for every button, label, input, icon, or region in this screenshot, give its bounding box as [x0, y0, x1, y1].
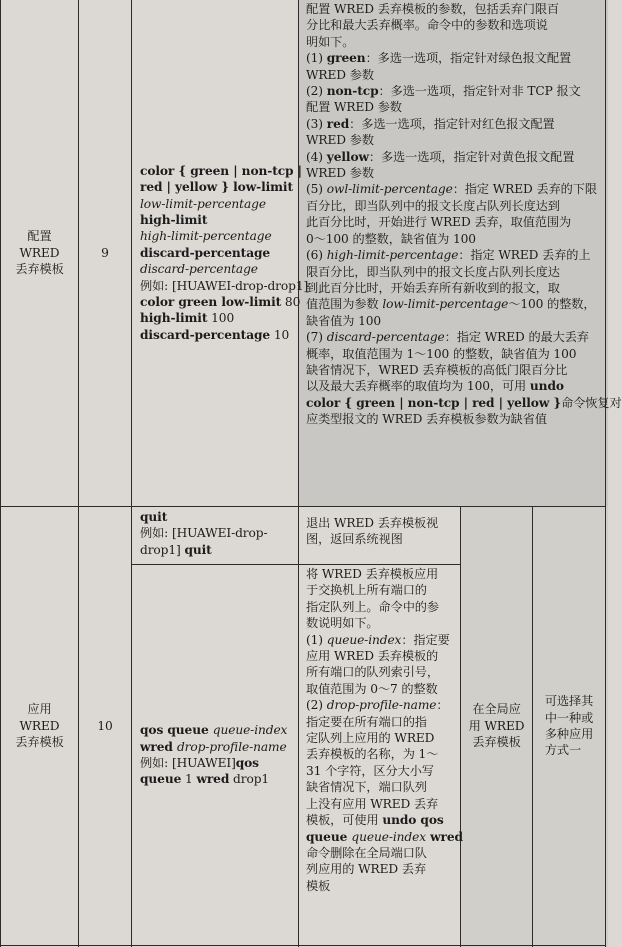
bold-text: red: [326, 116, 350, 131]
plain-text: 百分比，即当队列中的报文长度占队列长度达到: [306, 198, 560, 213]
text-line: [306, 515, 458, 531]
plain-text: (1): [306, 51, 327, 66]
text-line: [306, 829, 463, 845]
plain-text: 31 个字符，区分大小写: [306, 763, 434, 778]
text-line: [306, 280, 604, 296]
bold-text: red | yellow } low-limit: [140, 180, 293, 195]
plain-text: 缺省值为 100: [306, 313, 382, 328]
plain-text: WRED 参数: [306, 133, 374, 148]
plain-text: 0～100 的整数，缺省值为 100: [306, 231, 476, 246]
text-line: [140, 509, 296, 525]
row10-name: [15, 701, 63, 750]
plain-text: (5): [306, 182, 327, 197]
row10-quit-description-cell: [306, 515, 458, 563]
plain-text: WRED 参数: [306, 67, 374, 82]
row9-command-cell: [140, 0, 309, 506]
plain-text: 上没有应用 WRED 丢弃: [306, 796, 439, 811]
plain-text: 取值范围为 0～7 的整数: [306, 681, 438, 696]
plain-text: (2): [306, 84, 327, 99]
plain-text: ：多选一选项，指定针对绿色报文配置: [365, 51, 572, 66]
row10-name-line: 应用: [27, 702, 52, 717]
italic-text: owl-limit-percentage: [326, 182, 453, 197]
plain-text: 应类型报文的 WRED 丢弃模板参数为缺省值: [306, 412, 547, 427]
row10-scope-line: 用 WRED: [468, 718, 525, 733]
text-line: [306, 50, 604, 66]
plain-text: 例如: [HUAWEI]: [140, 756, 236, 770]
row10-quit-description: [306, 515, 458, 548]
text-line: [306, 566, 459, 582]
text-line: [306, 214, 604, 230]
text-line: [140, 196, 308, 212]
text-line: [306, 878, 459, 894]
plain-text: 指定要在所有端口的指: [306, 714, 427, 729]
plain-text: (2): [306, 698, 327, 713]
plain-text: (6): [306, 248, 327, 263]
text-line: [140, 245, 308, 261]
text-line: [306, 812, 459, 828]
text-line: [140, 755, 287, 771]
text-line: [306, 395, 622, 411]
plain-text: 以及最大丢弃概率的取值均为 100，可用: [306, 379, 530, 394]
plain-text: ：指定 WRED 的最大丢弃: [444, 330, 589, 345]
text-line: [140, 739, 287, 755]
plain-text: 明如下。: [306, 34, 355, 49]
row10-apply-description-cell: [306, 566, 463, 945]
text-line: [306, 132, 604, 148]
text-line: [306, 313, 604, 329]
row10-note-cell: [533, 507, 605, 945]
row10-name-line: 丢弃模板: [15, 735, 64, 750]
text-line: [140, 163, 308, 179]
text-line: [306, 231, 604, 247]
plain-text: ：多选一选项，指定针对黄色报文配置: [368, 149, 575, 164]
grid-h-bottom: [0, 945, 606, 946]
text-line: [306, 329, 604, 345]
bold-text: green: [326, 51, 366, 66]
text-line: [306, 198, 604, 214]
bold-text: discard-percentage: [140, 245, 271, 260]
plain-text: 命令删除在全局端口队: [306, 845, 427, 860]
text-line: [140, 327, 308, 343]
plain-text: ：多选一选项，指定针对非 TCP 报文: [378, 84, 581, 99]
text-line: [306, 378, 604, 394]
bold-text: color green low-limit: [140, 295, 282, 310]
plain-text: (1): [306, 632, 327, 647]
row10-step-cell: [79, 507, 131, 945]
plain-text: 配置 WRED 丢弃模板的参数，包括丢弃门限百: [306, 2, 560, 16]
text-line: [306, 763, 459, 779]
row9-command: [140, 163, 308, 343]
row10-apply-description: [306, 566, 463, 894]
text-line: [306, 697, 459, 713]
text-line: [306, 346, 604, 362]
bold-text: wred: [425, 829, 463, 844]
plain-text: 10: [270, 327, 290, 342]
row9-name-line: 配置: [27, 229, 52, 244]
plain-text: 丢弃模板的名称，为 1～: [306, 747, 439, 762]
bold-text: queue: [306, 829, 352, 844]
plain-text: ～100 的整数，: [508, 297, 596, 312]
plain-text: (4): [306, 149, 327, 164]
plain-text: 模板，可使用: [306, 813, 383, 828]
plain-text: 80: [281, 295, 301, 310]
plain-text: 1: [181, 772, 197, 787]
row9-step-cell: [79, 0, 131, 506]
plain-text: 列应用的 WRED 丢弃: [306, 862, 427, 877]
text-line: [306, 247, 604, 263]
row9-step-number: 9: [101, 245, 109, 260]
italic-text: high-limit-percentage: [326, 248, 459, 263]
text-line: [140, 228, 308, 244]
italic-text: low-limit-percentage: [140, 196, 266, 211]
bold-text: color { green | non-tcp |: [140, 163, 302, 178]
row10-scope-line: 在全局应: [472, 702, 521, 717]
row9-name-cell: [1, 0, 78, 506]
text-line: [306, 116, 604, 132]
row10-note-line: 方式一: [544, 743, 582, 758]
plain-text: 将 WRED 丢弃模板应用: [306, 567, 439, 581]
italic-text: queue-index: [326, 632, 402, 647]
row10-note-line: 多种应用: [544, 727, 594, 741]
plain-text: 到此百分比时，开始丢弃所有新收到的报文，取: [306, 280, 560, 295]
text-line: [306, 411, 604, 427]
plain-text: 此百分比时，开始进行 WRED 丢弃，取值范围为: [306, 215, 572, 230]
italic-text: drop-profile-name: [326, 698, 437, 713]
text-line: [306, 1, 604, 17]
text-line: [306, 99, 604, 115]
plain-text: 图，返回系统视图: [306, 532, 403, 547]
grid-v-3: [298, 0, 299, 947]
text-line: [306, 681, 459, 697]
text-line: [306, 17, 604, 33]
plain-text: 例如: [HUAWEI-drop-: [140, 526, 268, 541]
row9-name: [15, 228, 63, 277]
plain-text: ：多选一选项，指定针对红色报文配置: [349, 116, 555, 131]
bold-text: qos: [235, 756, 259, 770]
plain-text: ：指定 WRED 丢弃的上: [458, 248, 591, 263]
text-line: [140, 294, 308, 310]
italic-text: low-limit-percentage: [382, 297, 509, 312]
text-line: [306, 796, 459, 812]
text-line: [306, 34, 604, 50]
text-line: [140, 771, 287, 787]
row10-quit-command: [140, 509, 296, 558]
plain-text: 值范围为参数: [306, 297, 383, 312]
text-line: [140, 179, 308, 195]
plain-text: 100: [207, 311, 235, 326]
plain-text: ：指定要: [401, 632, 450, 647]
bold-text: undo: [529, 379, 564, 394]
text-line: [306, 531, 458, 547]
row10-note-line: 可选择其: [544, 694, 594, 709]
italic-text: drop-profile-name: [176, 739, 287, 754]
bold-text: color { green | non-tcp | red | yellow }: [306, 395, 562, 410]
row10-scope-line: 丢弃模板: [472, 735, 521, 750]
bold-text: undo qos: [382, 813, 444, 828]
text-line: [140, 261, 308, 277]
italic-text: discard-percentage: [140, 262, 258, 277]
italic-text: queue-index: [212, 723, 288, 738]
text-line: [306, 83, 604, 99]
text-line: [140, 542, 296, 558]
plain-text: 退出 WRED 丢弃模板视: [306, 516, 439, 530]
row10-quit-command-cell: [140, 509, 296, 563]
grid-v-2: [131, 0, 132, 947]
plain-text: (7): [306, 330, 327, 345]
text-line: [140, 278, 308, 294]
text-line: [306, 746, 459, 762]
bold-text: queue: [140, 772, 182, 787]
bold-text: quit: [140, 510, 168, 524]
plain-text: drop1]: [140, 542, 185, 557]
plain-text: 应用 WRED 丢弃模板的: [306, 649, 439, 664]
text-line: [306, 861, 459, 877]
row9-description-cell: [306, 1, 622, 505]
text-line: [306, 362, 604, 378]
row9-name-line: 丢弃模板: [15, 262, 64, 277]
text-line: [306, 181, 604, 197]
text-line: [306, 582, 459, 598]
bold-text: high-limit: [140, 212, 208, 227]
italic-text: high-limit-percentage: [140, 229, 272, 244]
grid-v-right: [605, 0, 606, 947]
plain-text: 缺省情况下，端口队列: [306, 780, 427, 795]
plain-text: 分比和最大丢弃概率。命令中的参数和选项说: [306, 18, 548, 33]
row10-name-cell: [1, 507, 78, 945]
text-line: [306, 165, 604, 181]
row10-scope-cell: [461, 507, 532, 945]
plain-text: 所有端口的队列索引号，: [306, 665, 439, 680]
text-line: [306, 845, 459, 861]
row10-apply-command: [140, 722, 287, 788]
text-line: [306, 149, 604, 165]
text-line: [306, 67, 604, 83]
bold-text: discard-percentage: [140, 327, 271, 342]
row10-note: [545, 693, 593, 759]
row10-scope: [469, 701, 525, 750]
text-line: [306, 296, 604, 312]
plain-text: 命令恢复对: [561, 395, 622, 410]
row10-note-line: 中一种或: [544, 710, 594, 725]
row9-description: [306, 1, 622, 428]
text-line: [306, 264, 604, 280]
bold-text: wred: [140, 739, 177, 754]
text-line: [306, 730, 459, 746]
bold-text: yellow: [326, 149, 369, 164]
row10-apply-command-cell: [140, 565, 296, 945]
row10-name-line: WRED: [19, 718, 60, 733]
row10-step-number: 10: [97, 718, 113, 733]
plain-text: 缺省情况下，WRED 丢弃模板的高低门限百分比: [306, 362, 568, 377]
plain-text: 于交换机上所有端口的: [306, 583, 427, 598]
plain-text: ：指定 WRED 丢弃的下限: [452, 182, 597, 197]
plain-text: 数说明如下。: [306, 616, 379, 631]
text-line: [306, 648, 459, 664]
text-line: [306, 599, 459, 615]
italic-text: queue-index: [351, 829, 426, 844]
plain-text: 模板: [306, 878, 331, 893]
bold-text: qos queue: [140, 723, 213, 738]
plain-text: 概率，取值范围为 1～100 的整数，缺省值为 100: [306, 346, 577, 361]
bold-text: high-limit: [140, 311, 208, 326]
bold-text: quit: [184, 542, 212, 557]
bold-text: wred: [196, 772, 230, 787]
italic-text: discard-percentage: [326, 330, 445, 345]
text-line: [306, 664, 459, 680]
text-line: [140, 310, 308, 326]
text-line: [140, 525, 296, 541]
plain-text: 指定队列上。命令中的参: [306, 599, 439, 614]
text-line: [140, 722, 287, 738]
plain-text: 例如: [HUAWEI-drop-drop1]: [140, 278, 309, 293]
plain-text: drop1: [229, 772, 270, 787]
plain-text: 限百分比，即当队列中的报文长度占队列长度达: [306, 264, 560, 279]
text-line: [306, 632, 459, 648]
text-line: [140, 212, 308, 228]
row9-name-line: WRED: [19, 245, 60, 260]
text-line: [306, 615, 459, 631]
plain-text: ：: [436, 698, 449, 713]
plain-text: WRED 参数: [306, 166, 374, 181]
bold-text: non-tcp: [326, 84, 379, 99]
text-line: [306, 714, 459, 730]
text-line: [306, 779, 459, 795]
plain-text: (3): [306, 116, 327, 131]
plain-text: 配置 WRED 参数: [306, 100, 402, 115]
plain-text: 定队列上应用的 WRED: [306, 731, 435, 746]
